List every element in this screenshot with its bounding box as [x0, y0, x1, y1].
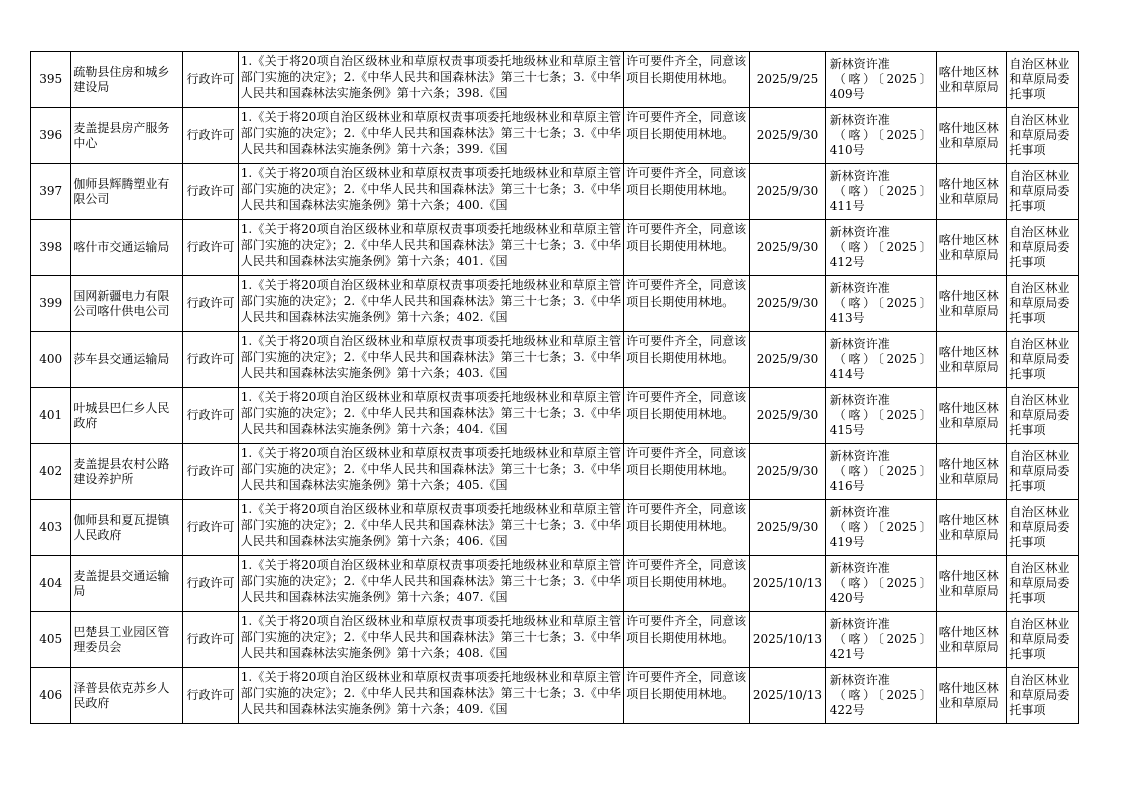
- document-number: [825, 612, 936, 668]
- remark: 自治区林业和草原局委托事项: [1007, 52, 1079, 108]
- remark: 自治区林业和草原局委托事项: [1007, 164, 1079, 220]
- decision-cell: [624, 612, 750, 668]
- decision-date: 2025/9/30: [750, 276, 826, 332]
- document-number: [825, 164, 936, 220]
- row-number: 399: [31, 276, 71, 332]
- applicant-name: 麦盖提县交通运输局: [71, 556, 183, 612]
- decision-text: 许可要件齐全，同意该项目长期使用林地。: [626, 221, 747, 253]
- row-number: 397: [31, 164, 71, 220]
- decision-text: 许可要件齐全，同意该项目长期使用林地。: [626, 277, 747, 309]
- applicant-name: 麦盖提县农村公路建设养护所: [71, 444, 183, 500]
- document-number: [825, 220, 936, 276]
- document-number: [825, 332, 936, 388]
- document-number: [825, 500, 936, 556]
- document-number: [825, 276, 936, 332]
- table-body: [31, 52, 1079, 724]
- document-serial: 419号: [829, 535, 865, 549]
- legal-basis-text: 1.《关于将20项自治区级林业和草原权责事项委托地级林业和草原主管部门实施的决定》；2.《中华人民共和国森林法》第三十七条；3.《中华人民共和国森林法实施条例》第十六条；404.《国: [240, 389, 622, 436]
- permit-type: 行政许可: [183, 612, 238, 668]
- legal-basis-cell: [238, 612, 623, 668]
- document-prefix: 新林资许准: [829, 113, 890, 127]
- remark: 自治区林业和草原局委托事项: [1007, 276, 1079, 332]
- document-prefix: 新林资许准: [829, 561, 890, 575]
- document-prefix: 新林资许准: [829, 225, 890, 239]
- issuing-authority: 喀什地区林业和草原局: [936, 164, 1007, 220]
- document-number: [825, 108, 936, 164]
- remark: 自治区林业和草原局委托事项: [1007, 500, 1079, 556]
- legal-basis-text: 1.《关于将20项自治区级林业和草原权责事项委托地级林业和草原主管部门实施的决定》；2.《中华人民共和国森林法》第三十七条；3.《中华人民共和国森林法实施条例》第十六条；407.《国: [240, 557, 622, 604]
- decision-cell: [624, 332, 750, 388]
- issuing-authority: 喀什地区林业和草原局: [936, 388, 1007, 444]
- document-serial: 420号: [829, 591, 865, 605]
- table-row: [31, 500, 1079, 556]
- row-number: 398: [31, 220, 71, 276]
- table-row: [31, 220, 1079, 276]
- legal-basis-text: 1.《关于将20项自治区级林业和草原权责事项委托地级林业和草原主管部门实施的决定》；2.《中华人民共和国森林法》第三十七条；3.《中华人民共和国森林法实施条例》第十六条；403.《国: [240, 333, 622, 380]
- permit-type: 行政许可: [183, 108, 238, 164]
- issuing-authority: 喀什地区林业和草原局: [936, 444, 1007, 500]
- document-region-year: （喀）〔2025〕: [833, 520, 932, 534]
- decision-date: 2025/10/13: [750, 668, 826, 724]
- legal-basis-cell: [238, 556, 623, 612]
- legal-basis-text: 1.《关于将20项自治区级林业和草原权责事项委托地级林业和草原主管部门实施的决定》；2.《中华人民共和国森林法》第三十七条；3.《中华人民共和国森林法实施条例》第十六条；408.《国: [240, 613, 622, 660]
- row-number: 396: [31, 108, 71, 164]
- document-region-year: （喀）〔2025〕: [833, 72, 932, 86]
- document-number: [825, 388, 936, 444]
- document-prefix: 新林资许准: [829, 449, 890, 463]
- legal-basis-text: 1.《关于将20项自治区级林业和草原权责事项委托地级林业和草原主管部门实施的决定》；2.《中华人民共和国森林法》第三十七条；3.《中华人民共和国森林法实施条例》第十六条；406.《国: [240, 501, 622, 548]
- decision-text: 许可要件齐全，同意该项目长期使用林地。: [626, 669, 747, 701]
- permit-type: 行政许可: [183, 52, 238, 108]
- legal-basis-cell: [238, 276, 623, 332]
- table-row: [31, 332, 1079, 388]
- issuing-authority: 喀什地区林业和草原局: [936, 668, 1007, 724]
- remark: 自治区林业和草原局委托事项: [1007, 388, 1079, 444]
- remark: 自治区林业和草原局委托事项: [1007, 668, 1079, 724]
- document-region-year: （喀）〔2025〕: [833, 408, 932, 422]
- decision-cell: [624, 220, 750, 276]
- document-serial: 412号: [829, 255, 865, 269]
- legal-basis-text: 1.《关于将20项自治区级林业和草原权责事项委托地级林业和草原主管部门实施的决定》；2.《中华人民共和国森林法》第三十七条；3.《中华人民共和国森林法实施条例》第十六条；401.《国: [240, 221, 622, 268]
- document-number: [825, 52, 936, 108]
- permit-type: 行政许可: [183, 276, 238, 332]
- decision-date: 2025/9/25: [750, 52, 826, 108]
- decision-date: 2025/9/30: [750, 220, 826, 276]
- applicant-name: 伽师县和夏瓦提镇人民政府: [71, 500, 183, 556]
- legal-basis-text: 1.《关于将20项自治区级林业和草原权责事项委托地级林业和草原主管部门实施的决定》；2.《中华人民共和国森林法》第三十七条；3.《中华人民共和国森林法实施条例》第十六条；405.《国: [240, 445, 622, 492]
- document-prefix: 新林资许准: [829, 393, 890, 407]
- document-serial: 413号: [829, 311, 865, 325]
- table-row: [31, 276, 1079, 332]
- decision-date: 2025/9/30: [750, 108, 826, 164]
- permit-type: 行政许可: [183, 220, 238, 276]
- remark: 自治区林业和草原局委托事项: [1007, 220, 1079, 276]
- decision-date: 2025/10/13: [750, 612, 826, 668]
- document-prefix: 新林资许准: [829, 673, 890, 687]
- document-region-year: （喀）〔2025〕: [833, 464, 932, 478]
- row-number: 401: [31, 388, 71, 444]
- table-row: [31, 388, 1079, 444]
- document-serial: 422号: [829, 703, 865, 717]
- row-number: 395: [31, 52, 71, 108]
- document-number: [825, 444, 936, 500]
- applicant-name: 巴楚县工业园区管理委员会: [71, 612, 183, 668]
- decision-cell: [624, 52, 750, 108]
- applicant-name: 伽师县辉腾塑业有限公司: [71, 164, 183, 220]
- decision-text: 许可要件齐全，同意该项目长期使用林地。: [626, 389, 747, 421]
- decision-cell: [624, 668, 750, 724]
- table-row: [31, 556, 1079, 612]
- document-region-year: （喀）〔2025〕: [833, 184, 932, 198]
- document-region-year: （喀）〔2025〕: [833, 352, 932, 366]
- permit-type: 行政许可: [183, 332, 238, 388]
- decision-cell: [624, 388, 750, 444]
- legal-basis-cell: [238, 220, 623, 276]
- issuing-authority: 喀什地区林业和草原局: [936, 52, 1007, 108]
- applicant-name: 叶城县巴仁乡人民政府: [71, 388, 183, 444]
- document-serial: 411号: [829, 199, 865, 213]
- decision-text: 许可要件齐全，同意该项目长期使用林地。: [626, 333, 747, 365]
- legal-basis-text: 1.《关于将20项自治区级林业和草原权责事项委托地级林业和草原主管部门实施的决定》；2.《中华人民共和国森林法》第三十七条；3.《中华人民共和国森林法实施条例》第十六条；402.《国: [240, 277, 622, 324]
- legal-basis-cell: [238, 668, 623, 724]
- document-region-year: （喀）〔2025〕: [833, 240, 932, 254]
- row-number: 405: [31, 612, 71, 668]
- row-number: 402: [31, 444, 71, 500]
- document-serial: 415号: [829, 423, 865, 437]
- legal-basis-text: 1.《关于将20项自治区级林业和草原权责事项委托地级林业和草原主管部门实施的决定》；2.《中华人民共和国森林法》第三十七条；3.《中华人民共和国森林法实施条例》第十六条；398.《国: [240, 53, 622, 100]
- legal-basis-cell: [238, 108, 623, 164]
- document-prefix: 新林资许准: [829, 337, 890, 351]
- document-prefix: 新林资许准: [829, 57, 890, 71]
- applicant-name: 疏勒县住房和城乡建设局: [71, 52, 183, 108]
- decision-cell: [624, 444, 750, 500]
- issuing-authority: 喀什地区林业和草原局: [936, 500, 1007, 556]
- decision-cell: [624, 556, 750, 612]
- remark: 自治区林业和草原局委托事项: [1007, 108, 1079, 164]
- decision-text: 许可要件齐全，同意该项目长期使用林地。: [626, 109, 747, 141]
- document-serial: 421号: [829, 647, 865, 661]
- document-region-year: （喀）〔2025〕: [833, 296, 932, 310]
- decision-text: 许可要件齐全，同意该项目长期使用林地。: [626, 445, 747, 477]
- permit-table: [30, 51, 1079, 724]
- legal-basis-cell: [238, 388, 623, 444]
- decision-text: 许可要件齐全，同意该项目长期使用林地。: [626, 53, 747, 85]
- legal-basis-text: 1.《关于将20项自治区级林业和草原权责事项委托地级林业和草原主管部门实施的决定》；2.《中华人民共和国森林法》第三十七条；3.《中华人民共和国森林法实施条例》第十六条；399.《国: [240, 109, 622, 156]
- decision-cell: [624, 108, 750, 164]
- legal-basis-cell: [238, 444, 623, 500]
- row-number: 404: [31, 556, 71, 612]
- legal-basis-text: 1.《关于将20项自治区级林业和草原权责事项委托地级林业和草原主管部门实施的决定》；2.《中华人民共和国森林法》第三十七条；3.《中华人民共和国森林法实施条例》第十六条；400.《国: [240, 165, 622, 212]
- permit-type: 行政许可: [183, 500, 238, 556]
- decision-date: 2025/10/13: [750, 556, 826, 612]
- decision-date: 2025/9/30: [750, 500, 826, 556]
- table-row: [31, 668, 1079, 724]
- legal-basis-cell: [238, 500, 623, 556]
- row-number: 400: [31, 332, 71, 388]
- issuing-authority: 喀什地区林业和草原局: [936, 220, 1007, 276]
- applicant-name: 莎车县交通运输局: [71, 332, 183, 388]
- row-number: 406: [31, 668, 71, 724]
- decision-cell: [624, 164, 750, 220]
- applicant-name: 麦盖提县房产服务中心: [71, 108, 183, 164]
- document-serial: 409号: [829, 87, 865, 101]
- issuing-authority: 喀什地区林业和草原局: [936, 332, 1007, 388]
- decision-text: 许可要件齐全，同意该项目长期使用林地。: [626, 501, 747, 533]
- decision-date: 2025/9/30: [750, 388, 826, 444]
- table-row: [31, 52, 1079, 108]
- permit-type: 行政许可: [183, 388, 238, 444]
- table-row: [31, 444, 1079, 500]
- remark: 自治区林业和草原局委托事项: [1007, 556, 1079, 612]
- permit-type: 行政许可: [183, 164, 238, 220]
- legal-basis-cell: [238, 332, 623, 388]
- remark: 自治区林业和草原局委托事项: [1007, 332, 1079, 388]
- remark: 自治区林业和草原局委托事项: [1007, 444, 1079, 500]
- legal-basis-text: 1.《关于将20项自治区级林业和草原权责事项委托地级林业和草原主管部门实施的决定》；2.《中华人民共和国森林法》第三十七条；3.《中华人民共和国森林法实施条例》第十六条；409.《国: [240, 669, 622, 716]
- document-serial: 416号: [829, 479, 865, 493]
- issuing-authority: 喀什地区林业和草原局: [936, 276, 1007, 332]
- document-number: [825, 556, 936, 612]
- applicant-name: 喀什市交通运输局: [71, 220, 183, 276]
- decision-text: 许可要件齐全，同意该项目长期使用林地。: [626, 165, 747, 197]
- document-region-year: （喀）〔2025〕: [833, 576, 932, 590]
- decision-text: 许可要件齐全，同意该项目长期使用林地。: [626, 613, 747, 645]
- applicant-name: 泽普县依克苏乡人民政府: [71, 668, 183, 724]
- decision-cell: [624, 500, 750, 556]
- permit-type: 行政许可: [183, 556, 238, 612]
- decision-date: 2025/9/30: [750, 164, 826, 220]
- applicant-name: 国网新疆电力有限公司喀什供电公司: [71, 276, 183, 332]
- remark: 自治区林业和草原局委托事项: [1007, 612, 1079, 668]
- document-number: [825, 668, 936, 724]
- decision-text: 许可要件齐全，同意该项目长期使用林地。: [626, 557, 747, 589]
- issuing-authority: 喀什地区林业和草原局: [936, 108, 1007, 164]
- permit-type: 行政许可: [183, 444, 238, 500]
- document-serial: 410号: [829, 143, 865, 157]
- document-prefix: 新林资许准: [829, 169, 890, 183]
- permit-type: 行政许可: [183, 668, 238, 724]
- decision-cell: [624, 276, 750, 332]
- table-row: [31, 612, 1079, 668]
- document-region-year: （喀）〔2025〕: [833, 128, 932, 142]
- document-serial: 414号: [829, 367, 865, 381]
- document-region-year: （喀）〔2025〕: [833, 632, 932, 646]
- issuing-authority: 喀什地区林业和草原局: [936, 612, 1007, 668]
- decision-date: 2025/9/30: [750, 444, 826, 500]
- table-row: [31, 108, 1079, 164]
- document-prefix: 新林资许准: [829, 617, 890, 631]
- document-prefix: 新林资许准: [829, 281, 890, 295]
- legal-basis-cell: [238, 52, 623, 108]
- issuing-authority: 喀什地区林业和草原局: [936, 556, 1007, 612]
- row-number: 403: [31, 500, 71, 556]
- legal-basis-cell: [238, 164, 623, 220]
- document-prefix: 新林资许准: [829, 505, 890, 519]
- table-row: [31, 164, 1079, 220]
- decision-date: 2025/9/30: [750, 332, 826, 388]
- document-region-year: （喀）〔2025〕: [833, 688, 932, 702]
